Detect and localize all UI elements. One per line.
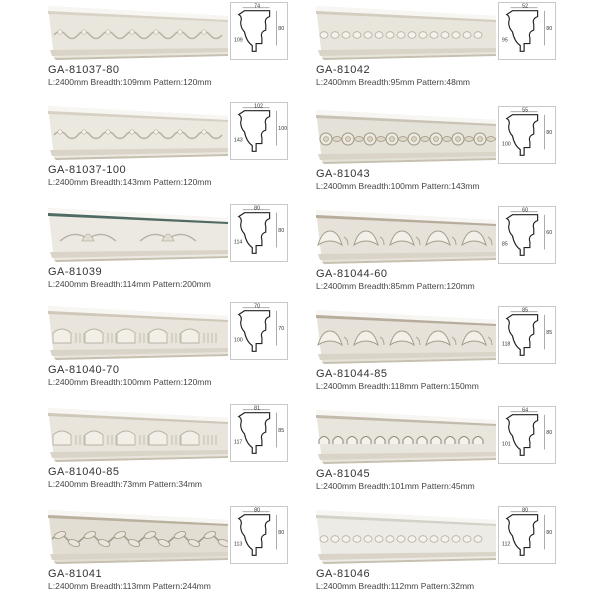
product-item — [48, 302, 338, 402]
moulding-image — [48, 302, 228, 362]
product-item — [48, 404, 338, 504]
product-item — [316, 206, 600, 306]
dimension-depth: 117 — [233, 439, 243, 446]
product-code: GA-81043 — [316, 168, 371, 180]
product-code: GA-81045 — [316, 468, 371, 480]
dimension-depth: 118 — [501, 341, 511, 348]
moulding-image — [316, 2, 496, 62]
product-item — [48, 2, 338, 102]
profile-diagram — [498, 106, 556, 164]
moulding-image — [48, 102, 228, 162]
product-specs: L:2400mm Breadth:109mm Pattern:120mm — [48, 77, 212, 87]
product-specs: L:2400mm Breadth:95mm Pattern:48mm — [316, 77, 471, 87]
dimension-side: 80 — [278, 530, 285, 537]
dimension-depth: 143 — [233, 137, 243, 144]
dimension-top: 81 — [254, 405, 261, 412]
profile-diagram — [498, 2, 556, 60]
dimension-side: 80 — [546, 530, 553, 537]
profile-diagram — [498, 306, 556, 364]
dimension-depth: 114 — [233, 239, 243, 246]
dimension-depth: 109 — [233, 37, 243, 44]
profile-diagram — [230, 2, 288, 60]
dimension-top: 80 — [522, 507, 529, 514]
product-item — [316, 2, 600, 102]
dimension-side: 60 — [546, 230, 553, 237]
dimension-depth: 101 — [501, 441, 511, 448]
product-code: GA-81037-80 — [48, 64, 120, 76]
moulding-image — [316, 406, 496, 466]
product-code: GA-81044-60 — [316, 268, 388, 280]
product-specs: L:2400mm Breadth:114mm Pattern:200mm — [48, 279, 211, 289]
dimension-top: 70 — [254, 303, 261, 310]
product-specs: L:2400mm Breadth:143mm Pattern:120mm — [48, 177, 212, 187]
product-item — [316, 506, 600, 606]
moulding-image — [316, 206, 496, 266]
dimension-side: 100 — [278, 126, 288, 133]
moulding-image — [316, 506, 496, 566]
product-code: GA-81042 — [316, 64, 371, 76]
dimension-top: 60 — [522, 207, 529, 214]
profile-diagram — [230, 404, 288, 462]
dimension-depth: 100 — [233, 337, 243, 344]
product-code: GA-81046 — [316, 568, 371, 580]
dimension-side: 85 — [546, 330, 553, 337]
product-specs: L:2400mm Breadth:73mm Pattern:34mm — [48, 479, 203, 489]
product-code: GA-81039 — [48, 266, 103, 278]
product-item — [48, 506, 338, 606]
dimension-depth: 112 — [501, 541, 511, 548]
profile-diagram — [230, 204, 288, 262]
dimension-top: 52 — [522, 3, 529, 10]
product-item — [48, 204, 338, 304]
product-code: GA-81044-85 — [316, 368, 388, 380]
dimension-top: 55 — [522, 107, 529, 114]
product-item — [316, 106, 600, 206]
dimension-side: 85 — [278, 428, 285, 435]
dimension-depth: 95 — [501, 37, 508, 44]
dimension-top: 64 — [522, 407, 529, 414]
product-code: GA-81041 — [48, 568, 103, 580]
dimension-side: 80 — [546, 430, 553, 437]
product-specs: L:2400mm Breadth:100mm Pattern:120mm — [48, 377, 212, 387]
moulding-image — [316, 106, 496, 166]
dimension-depth: 113 — [233, 541, 243, 548]
dimension-side: 80 — [546, 26, 553, 33]
profile-diagram — [230, 506, 288, 564]
product-specs: L:2400mm Breadth:113mm Pattern:244mm — [48, 581, 211, 591]
product-specs: L:2400mm Breadth:112mm Pattern:32mm — [316, 581, 475, 591]
moulding-image — [48, 404, 228, 464]
product-specs: L:2400mm Breadth:100mm Pattern:143mm — [316, 181, 480, 191]
profile-diagram — [498, 206, 556, 264]
profile-diagram — [498, 406, 556, 464]
dimension-side: 80 — [278, 228, 285, 235]
dimension-depth: 85 — [501, 241, 508, 248]
moulding-image — [48, 204, 228, 264]
dimension-top: 80 — [254, 205, 261, 212]
product-code: GA-81040-85 — [48, 466, 120, 478]
dimension-top: 74 — [254, 3, 261, 10]
moulding-image — [48, 506, 228, 566]
product-specs: L:2400mm Breadth:85mm Pattern:120mm — [316, 281, 475, 291]
dimension-top: 85 — [522, 307, 529, 314]
profile-diagram — [230, 102, 288, 160]
moulding-image — [48, 2, 228, 62]
dimension-side: 80 — [278, 26, 285, 33]
dimension-top: 102 — [254, 103, 264, 110]
dimension-side: 70 — [278, 326, 285, 333]
product-specs: L:2400mm Breadth:101mm Pattern:45mm — [316, 481, 475, 491]
profile-diagram — [230, 302, 288, 360]
dimension-top: 80 — [254, 507, 261, 514]
product-item — [316, 406, 600, 506]
product-code: GA-81037-100 — [48, 164, 127, 176]
moulding-image — [316, 306, 496, 366]
dimension-side: 80 — [546, 130, 553, 137]
product-item — [316, 306, 600, 406]
dimension-depth: 100 — [501, 141, 511, 148]
product-item — [48, 102, 338, 202]
product-code: GA-81040-70 — [48, 364, 120, 376]
profile-diagram — [498, 506, 556, 564]
product-specs: L:2400mm Breadth:118mm Pattern:150mm — [316, 381, 479, 391]
